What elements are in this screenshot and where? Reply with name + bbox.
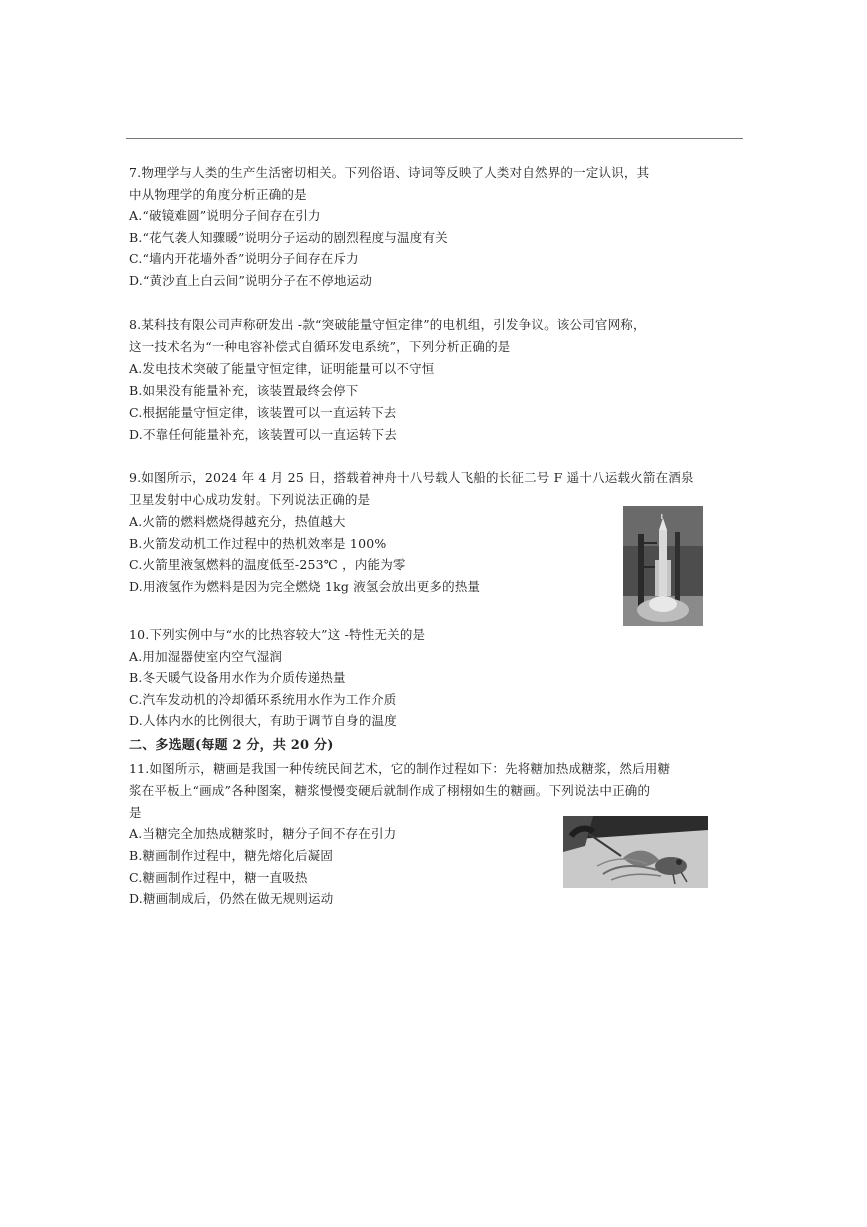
q11-option-b: B.糖画制作过程中，糖先熔化后凝固 — [129, 848, 334, 863]
q7-stem-line-2: 中从物理学的角度分析正确的是 — [129, 187, 307, 202]
q9-stem-line-2: 卫星发射中心成功发射。下列说法正确的是 — [129, 492, 371, 507]
q10-option-a: A.用加湿器使室内空气湿润 — [129, 649, 283, 664]
q8-option-d: D.不靠任何能量补充，该装置可以一直运转下去 — [129, 427, 397, 442]
q11-option-a: A.当糖完全加热成糖浆时，糖分子间不存在引力 — [129, 826, 397, 841]
q8-option-a: A.发电技术突破了能量守恒定律，证明能量可以不守恒 — [129, 361, 435, 376]
q8-option-b: B.如果没有能量补充，该装置最终会停下 — [129, 383, 359, 398]
rocket-launch-photo — [623, 506, 703, 626]
q7-option-d: D.“黄沙直上白云间”说明分子在不停地运动 — [129, 273, 373, 288]
q11-stem-line-1: 11.如图所示，糖画是我国一种传统民间艺术，它的制作过程如下：先将糖加热成糖浆，然后用糖 — [129, 761, 671, 776]
q8-option-c: C.根据能量守恒定律，该装置可以一直运转下去 — [129, 405, 397, 420]
q7-option-a: A.“破镜难圆”说明分子间存在引力 — [129, 208, 321, 223]
sugar-painting-photo — [563, 816, 708, 888]
q7-option-c: C.“墙内开花墙外香”说明分子间存在斥力 — [129, 251, 359, 266]
section-heading-multiple-choice: 二、多选题(每题 2 分，共 20 分) — [129, 738, 334, 753]
q11-option-d: D.糖画制成后，仍然在做无规则运动 — [129, 891, 334, 906]
q11-stem-line-3: 是 — [129, 805, 142, 820]
q9-option-b: B.火箭发动机工作过程中的热机效率是 100% — [129, 536, 387, 551]
q7-option-b: B.“花气袭人知骤暖”说明分子运动的剧烈程度与温度有关 — [129, 230, 448, 245]
q8-stem-line-1: 8.某科技有限公司声称研发出 -款“突破能量守恒定律”的电机组，引发争议。该公司官网称， — [129, 317, 646, 332]
q10-option-b: B.冬天暖气设备用水作为介质传递热量 — [129, 670, 346, 685]
q9-option-a: A.火箭的燃料燃烧得越充分，热值越大 — [129, 514, 346, 529]
header-rule — [126, 138, 743, 139]
q9-stem-line-1: 9.如图所示，2024 年 4 月 25 日，搭载着神舟十八号载人飞船的长征二号 F 遥十八运载火箭在酒泉 — [129, 470, 694, 485]
q9-option-c: C.火箭里液氢燃料的温度低至-253℃ ，内能为零 — [129, 557, 406, 572]
q10-option-d: D.人体内水的比例很大，有助于调节自身的温度 — [129, 713, 397, 728]
q11-stem-line-2: 浆在平板上“画成”各种图案，糖浆慢慢变硬后就制作成了栩栩如生的糖画。下列说法中正确的 — [129, 783, 651, 798]
q9-option-d: D.用液氢作为燃料是因为完全燃烧 1kg 液氢会放出更多的热量 — [129, 579, 481, 594]
q11-option-c: C.糖画制作过程中，糖一直吸热 — [129, 870, 308, 885]
q10-stem-line-1: 10.下列实例中与“水的比热容较大”这 -特性无关的是 — [129, 627, 426, 642]
q8-stem-line-2: 这一技术名为“一种电容补偿式自循环发电系统”，下列分析正确的是 — [129, 339, 511, 354]
q7-stem-line-1: 7.物理学与人类的生产生活密切相关。下列俗语、诗词等反映了人类对自然界的一定认识，其 — [129, 165, 650, 180]
q10-option-c: C.汽车发动机的冷却循环系统用水作为工作介质 — [129, 692, 397, 707]
